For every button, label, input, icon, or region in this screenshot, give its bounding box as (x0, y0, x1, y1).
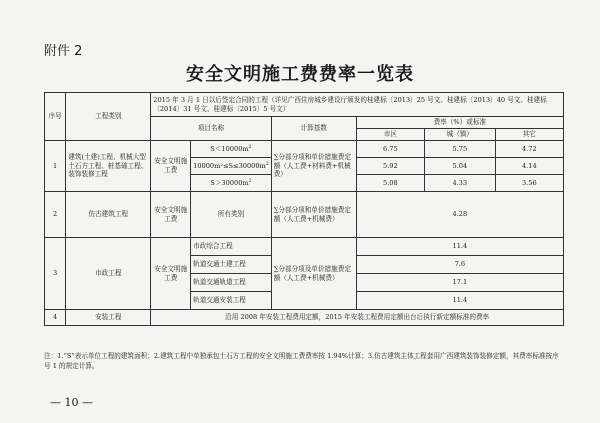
header-other: 其它 (495, 129, 563, 141)
row2-rate: 4.28 (356, 192, 563, 238)
row1-sub2-other: 4.14 (495, 158, 563, 175)
page-number: — 10 — (50, 396, 93, 409)
row1-cost-name: 安全文明施工费 (151, 141, 191, 192)
row3-base: ∑分部分项及单价措施费定额（人工费+机械费） (271, 238, 356, 310)
row1-sub3-name: $S>30000m^2$ (191, 175, 272, 192)
header-base: 计算基数 (271, 117, 356, 141)
header-rate: 费率（%）或标准 (356, 117, 563, 129)
row1-sub1-name: $S<10000m^2$ (191, 141, 272, 158)
row4-seq: 4 (45, 310, 66, 326)
row3-category: 市政工程 (66, 238, 151, 310)
row3-cost-name: 安全文明施工费 (151, 238, 191, 310)
row4-category: 安装工程 (66, 310, 151, 326)
table-note: 注：1.“S”表示单位工程的建筑面积；2.建筑工程中单独承包土石方工程的安全文明施工费费率按 1.94%计算；3.仿古建筑主体工程套用广西建筑装饰装修定额，其费率标准按序号 1 的规定计算。 (44, 352, 559, 370)
row3-sub2-name: 轨道交通土建工程 (191, 256, 272, 274)
document-title: 安全文明施工费费率一览表 (186, 64, 414, 85)
header-seq: 序号 (45, 93, 66, 141)
row3-seq: 3 (45, 238, 66, 310)
row1-base: ∑分部分项和单价措施费定额（人工费+材料费+机械费） (271, 141, 356, 192)
row3-sub3-rate: 17.1 (356, 274, 563, 292)
row3-sub4-name: 轨道交通安装工程 (191, 292, 272, 310)
row2-seq: 2 (45, 192, 66, 238)
row2-item: 所有类别 (191, 192, 272, 238)
header-category: 工程类别 (66, 93, 151, 141)
header-urban: 市区 (356, 129, 424, 141)
row1-sub2-urban: 5.92 (356, 158, 424, 175)
row4-text: 沿用 2008 年安装工程费用定额，2015 年安装工程费用定额出台后执行新定额标准的费率 (151, 310, 564, 326)
row3-sub4-rate: 11.4 (356, 292, 563, 310)
row2-category: 仿古建筑工程 (66, 192, 151, 238)
row1-sub1-town: 5.75 (425, 141, 496, 158)
row1-sub3-urban: 5.08 (356, 175, 424, 192)
row1-category: 建筑(土建)工程、机械大型土石方工程、桩基础工程、装饰装修工程 (66, 141, 151, 192)
header-item-name: 项目名称 (151, 117, 271, 141)
header-note: 2015 年 3 月 1 日以后签定合同的工程（详见广西住房城乡建设厅颁发的桂建标〔2013〕25 号文、桂建标〔2013〕40 号文、桂建标〔2014〕31 号文、桂建标〔2015〕5 号文） (151, 93, 564, 117)
row1-sub2-name: $10000m^2\le S\le 30000m^2$ (191, 158, 272, 175)
row1-sub3-other: 3.56 (495, 175, 563, 192)
row2-cost-name: 安全文明施工费 (151, 192, 191, 238)
row3-sub1-name: 市政综合工程 (191, 238, 272, 256)
row1-sub1-other: 4.72 (495, 141, 563, 158)
row1-sub1-urban: 6.75 (356, 141, 424, 158)
row3-sub2-rate: 7.6 (356, 256, 563, 274)
row3-sub3-name: 轨道交通轨道工程 (191, 274, 272, 292)
fee-rate-table (44, 92, 564, 326)
row1-seq: 1 (45, 141, 66, 192)
row1-sub2-town: 5.04 (425, 158, 496, 175)
attachment-label: 附件 2 (44, 44, 83, 59)
header-town: 城（镇） (425, 129, 496, 141)
row3-sub1-rate: 11.4 (356, 238, 563, 256)
row2-base: ∑分部分项和单价措施费定额（人工费+机械费） (271, 192, 356, 238)
row1-sub3-town: 4.33 (425, 175, 496, 192)
